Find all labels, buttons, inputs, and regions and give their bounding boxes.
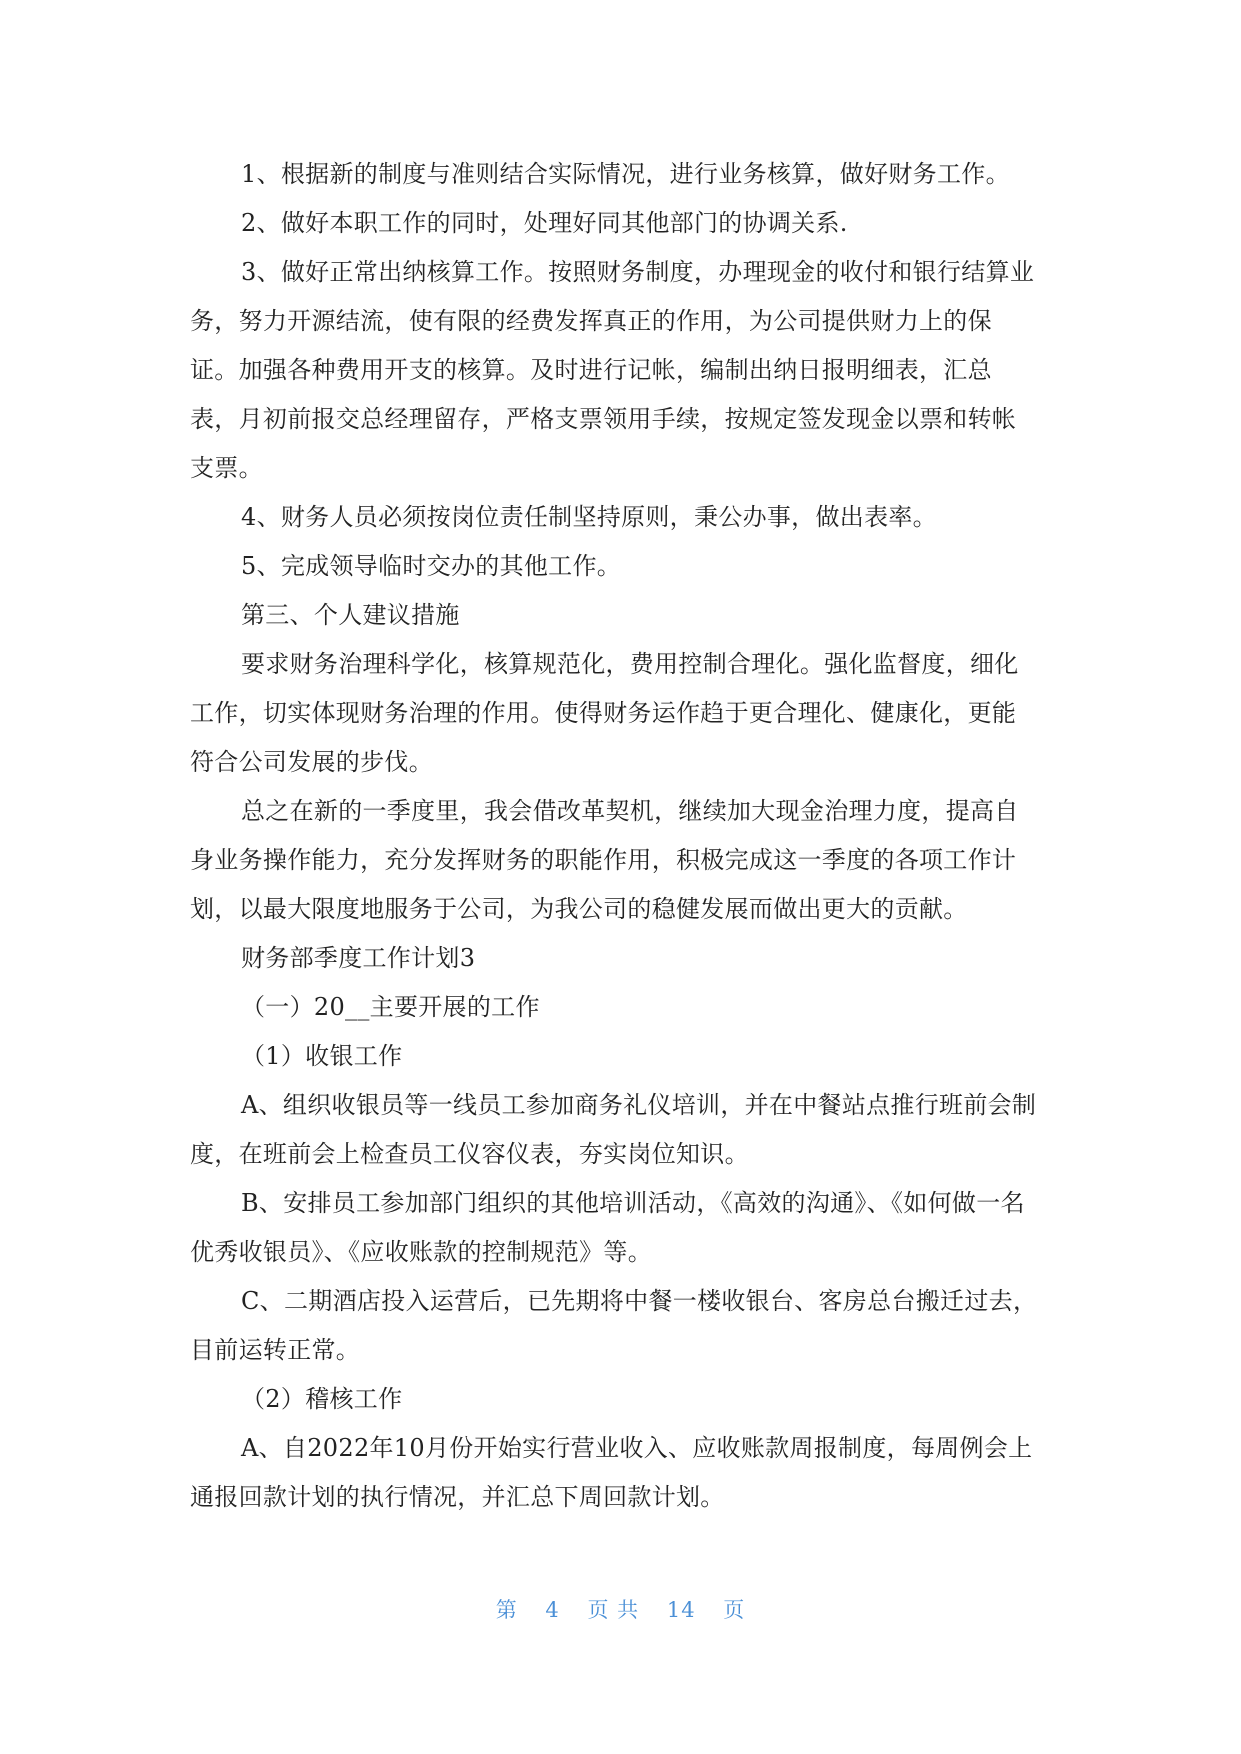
paragraph-line: 3、做好正常出纳核算工作。按照财务制度，办理现金的收付和银行结算业 (241, 258, 1035, 286)
page-footer (0, 1594, 1241, 1624)
paragraph-line: A、自2022年10月份开始实行营业收入、应收账款周报制度，每周例会上 (241, 1434, 1033, 1462)
paragraph-line: 表，月初前报交总经理留存，严格支票领用手续，按规定签发现金以票和转帐 (190, 405, 1017, 433)
paragraph-line: 1、根据新的制度与准则结合实际情况，进行业务核算，做好财务工作。 (241, 160, 1010, 188)
footer-total-pages: 14 (666, 1598, 696, 1622)
paragraph-line: A、组织收银员等一线员工参加商务礼仪培训，并在中餐站点推行班前会制 (241, 1091, 1037, 1119)
paragraph-line: 划，以最大限度地服务于公司，为我公司的稳健发展而做出更大的贡献。 (190, 895, 968, 923)
paragraph-line: 务，努力开源结流，使有限的经费发挥真正的作用，为公司提供财力上的保 (190, 307, 992, 335)
paragraph-line: 2、做好本职工作的同时，处理好同其他部门的协调关系. (241, 209, 848, 237)
paragraph-line: C、二期酒店投入运营后，已先期将中餐一楼收银台、客房总台搬迁过去， (241, 1287, 1038, 1315)
paragraph-line: 5、完成领导临时交办的其他工作。 (241, 552, 622, 580)
section-heading: （一）20__主要开展的工作 (241, 993, 540, 1021)
paragraph-line: 目前运转正常。 (190, 1336, 361, 1364)
section-heading: 第三、个人建议措施 (241, 601, 460, 629)
paragraph-line: 身业务操作能力，充分发挥财务的职能作用，积极完成这一季度的各项工作计 (190, 846, 1017, 874)
footer-current-page: 4 (545, 1598, 560, 1622)
footer-pages-label: 页 (723, 1598, 746, 1622)
section-heading: 财务部季度工作计划3 (241, 944, 476, 972)
section-heading: （1）收银工作 (241, 1042, 403, 1070)
footer-of-label: 页 共 (587, 1598, 640, 1622)
paragraph-line: B、安排员工参加部门组织的其他培训活动，《高效的沟通》、《如何做一名 (241, 1189, 1025, 1217)
paragraph-line: 符合公司发展的步伐。 (190, 748, 433, 776)
paragraph-line: 通报回款计划的执行情况，并汇总下周回款计划。 (190, 1483, 725, 1511)
paragraph-line: 4、财务人员必须按岗位责任制坚持原则，秉公办事，做出表率。 (241, 503, 937, 531)
paragraph-line: 度，在班前会上检查员工仪容仪表，夯实岗位知识。 (190, 1140, 749, 1168)
paragraph-line: 支票。 (190, 454, 263, 482)
paragraph-line: 优秀收银员》、《应收账款的控制规范》等。 (190, 1238, 652, 1266)
section-heading: （2）稽核工作 (241, 1385, 403, 1413)
paragraph-line: 总之在新的一季度里，我会借改革契机，继续加大现金治理力度，提高自 (241, 797, 1019, 825)
document-body (190, 150, 1060, 1522)
footer-page-label: 第 (495, 1598, 518, 1622)
paragraph-line: 要求财务治理科学化，核算规范化，费用控制合理化。强化监督度，细化 (241, 650, 1019, 678)
paragraph-line: 证。加强各种费用开支的核算。及时进行记帐，编制出纳日报明细表，汇总 (190, 356, 992, 384)
paragraph-line: 工作，切实体现财务治理的作用。使得财务运作趋于更合理化、健康化，更能 (190, 699, 1017, 727)
